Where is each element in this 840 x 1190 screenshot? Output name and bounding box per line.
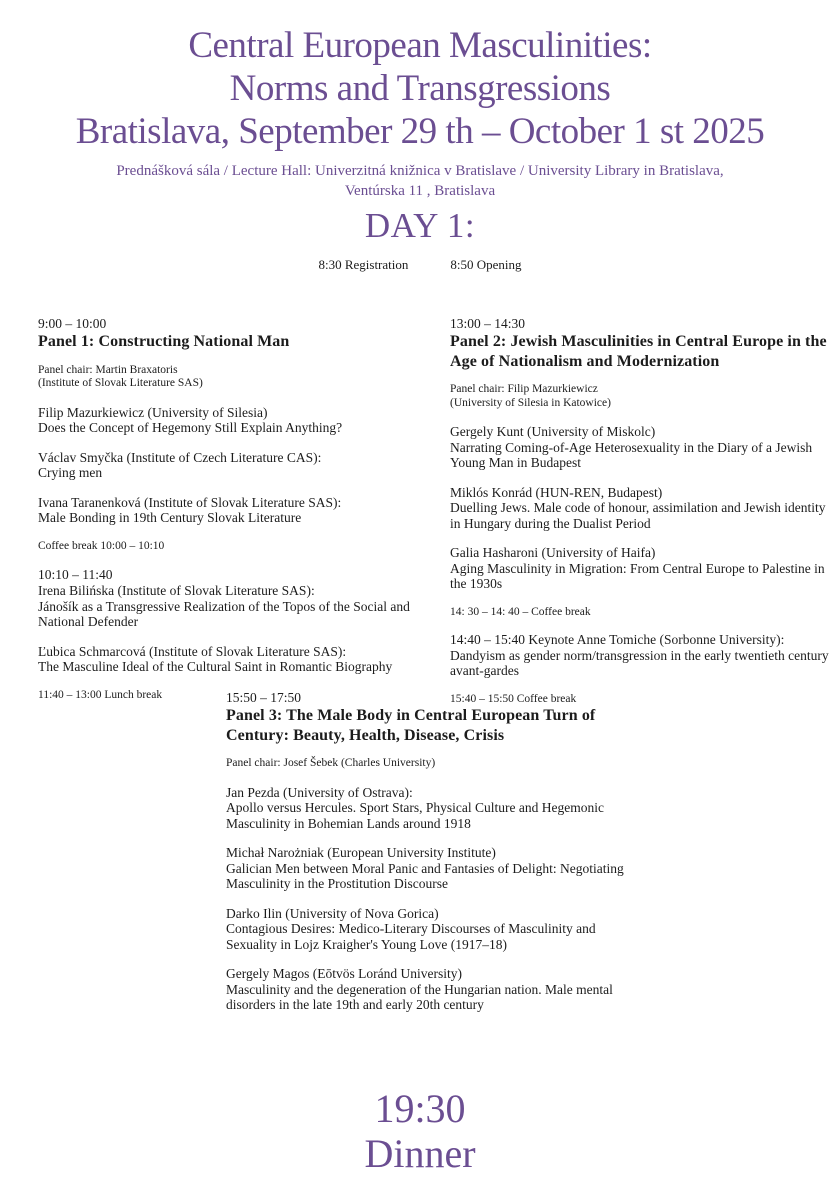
panel3-time: 15:50 – 17:50 — [226, 690, 302, 705]
talk — [38, 644, 430, 675]
keynote-title: Dandyism as gender norm/transgression in the early twentieth century avant-gardes — [450, 647, 829, 678]
keynote-heading: 14:40 – 15:40 Keynote Anne Tomiche (Sorbonne University): — [450, 632, 785, 647]
talk-speaker: Miklós Konrád (HUN-REN, Budapest) — [450, 484, 663, 500]
talk — [38, 495, 430, 526]
talk-title: Apollo versus Hercules. Sport Stars, Physical Culture and Hegemonic Masculinity in Bohemian Lands around 1918 — [226, 800, 604, 831]
panel2-title: Panel 2: Jewish Masculinities in Central Europe in the Age of Nationalism and Modernization — [450, 333, 827, 370]
venue-line-1: Prednášková sála / Lecture Hall: Univerzitná knižnica v Bratislave / University Library in Bratislava, — [116, 163, 724, 179]
talk-title: Narrating Coming-of-Age Heterosexuality in the Diary of a Jewish Young Man in Budapest — [450, 439, 813, 470]
registration-time: 8:30 Registration — [318, 257, 409, 272]
coffee-break-note: 14: 30 – 14: 40 – Coffee break — [450, 605, 591, 618]
venue-line-2: Ventúrska 11 , Bratislava — [344, 183, 496, 199]
talk-title: Duelling Jews. Male code of honour, assimilation and Jewish identity in Hungary during the Dualist Period — [450, 500, 826, 531]
talk — [226, 966, 648, 1013]
coffee-break-note: 15:40 – 15:50 Coffee break — [450, 692, 577, 705]
talk-title: Contagious Desires: Medico-Literary Discourses of Masculinity and Sexuality in Lojz Kraigher's Young Love (1917–18) — [226, 921, 596, 952]
talk-speaker: Darko Ilin (University of Nova Gorica) — [226, 905, 439, 921]
talk — [226, 845, 648, 892]
right-column — [450, 316, 832, 706]
panel1-chair-line-2: (Institute of Slovak Literature SAS) — [38, 377, 203, 389]
panel3-chair-line-1: Panel chair: Josef Šebek (Charles University) — [226, 757, 436, 769]
day-title: DAY 1: — [364, 206, 476, 245]
talk — [38, 583, 430, 630]
panel2-time: 13:00 – 14:30 — [450, 316, 526, 331]
talk-speaker: Gergely Kunt (University of Miskolc) — [450, 424, 656, 439]
left-column — [38, 316, 430, 702]
talk-title: Galician Men between Moral Panic and Fantasies of Delight: Negotiating Masculinity in the Prostitution Discourse — [226, 860, 624, 891]
talk — [226, 785, 648, 832]
opening-schedule — [0, 257, 840, 273]
talk-title: Aging Masculinity in Migration: From Central Europe to Palestine in the 1930s — [450, 560, 825, 591]
talk-speaker: Václav Smyčka (Institute of Czech Literature CAS): — [38, 449, 322, 465]
panel3-chair — [226, 757, 648, 771]
talk — [38, 450, 430, 481]
panel1-chair-line-1: Panel chair: Martin Braxatoris — [38, 363, 178, 376]
talk-speaker: Ľubica Schmarcová (Institute of Slovak Literature SAS): — [38, 643, 347, 659]
conference-title-line-2: Norms and Transgressions — [229, 68, 611, 109]
talk-title: The Masculine Ideal of the Cultural Saint in Romantic Biography — [38, 659, 393, 674]
talk-title: Crying men — [38, 465, 103, 480]
lunch-break-note: 11:40 – 13:00 Lunch break — [38, 688, 163, 701]
dinner-label: Dinner — [364, 1131, 476, 1176]
opening-time: 8:50 Opening — [450, 257, 522, 272]
center-column — [226, 690, 648, 1013]
conference-date-line: Bratislava, September 29 th – October 1 st 2025 — [75, 111, 765, 152]
talk-speaker: Ivana Taranenková (Institute of Slovak Literature SAS): — [38, 494, 342, 510]
talk-speaker: Filip Mazurkiewicz (University of Silesia) — [38, 404, 268, 420]
talk-title: Masculinity and the degeneration of the Hungarian nation. Male mental disorders in the late 19th and early 20th century — [226, 981, 613, 1012]
talk — [450, 424, 832, 471]
talk — [38, 405, 430, 436]
header — [0, 24, 840, 273]
talk — [226, 906, 648, 953]
talk — [450, 485, 832, 532]
conference-title-line-1: Central European Masculinities: — [188, 25, 652, 66]
panel1-title: Panel 1: Constructing National Man — [38, 333, 290, 350]
talk-speaker: Michał Narożniak (European University Institute) — [226, 845, 496, 860]
panel1-chair — [38, 364, 430, 391]
talk-title: Male Bonding in 19th Century Slovak Literature — [38, 510, 302, 525]
panel2-chair — [450, 383, 832, 410]
talk-title: Does the Concept of Hegemony Still Explain Anything? — [38, 420, 343, 435]
talk-speaker: Irena Bilińska (Institute of Slovak Literature SAS): — [38, 583, 315, 598]
panel2-chair-line-1: Panel chair: Filip Mazurkiewicz — [450, 383, 598, 395]
panel1-time: 9:00 – 10:00 — [38, 316, 107, 331]
panel2-chair-line-2: (University of Silesia in Katowice) — [450, 396, 611, 409]
talk-speaker: Galia Hasharoni (University of Haifa) — [450, 545, 656, 560]
coffee-break-note: Coffee break 10:00 – 10:10 — [38, 539, 165, 552]
venue — [0, 161, 840, 201]
talk-speaker: Gergely Magos (Eōtvös Loránd University) — [226, 966, 462, 981]
talk — [450, 545, 832, 592]
keynote — [450, 632, 832, 679]
footer — [0, 1086, 840, 1176]
talk-title: Jánošík as a Transgressive Realization of the Topos of the Social and National Defender — [38, 598, 410, 629]
panel3-title: Panel 3: The Male Body in Central European Turn of Century: Beauty, Health, Disease, Crisis — [226, 707, 596, 744]
talk-speaker: Jan Pezda (University of Ostrava): — [226, 784, 413, 800]
session2-time: 10:10 – 11:40 — [38, 567, 113, 582]
dinner-time: 19:30 — [374, 1086, 466, 1131]
